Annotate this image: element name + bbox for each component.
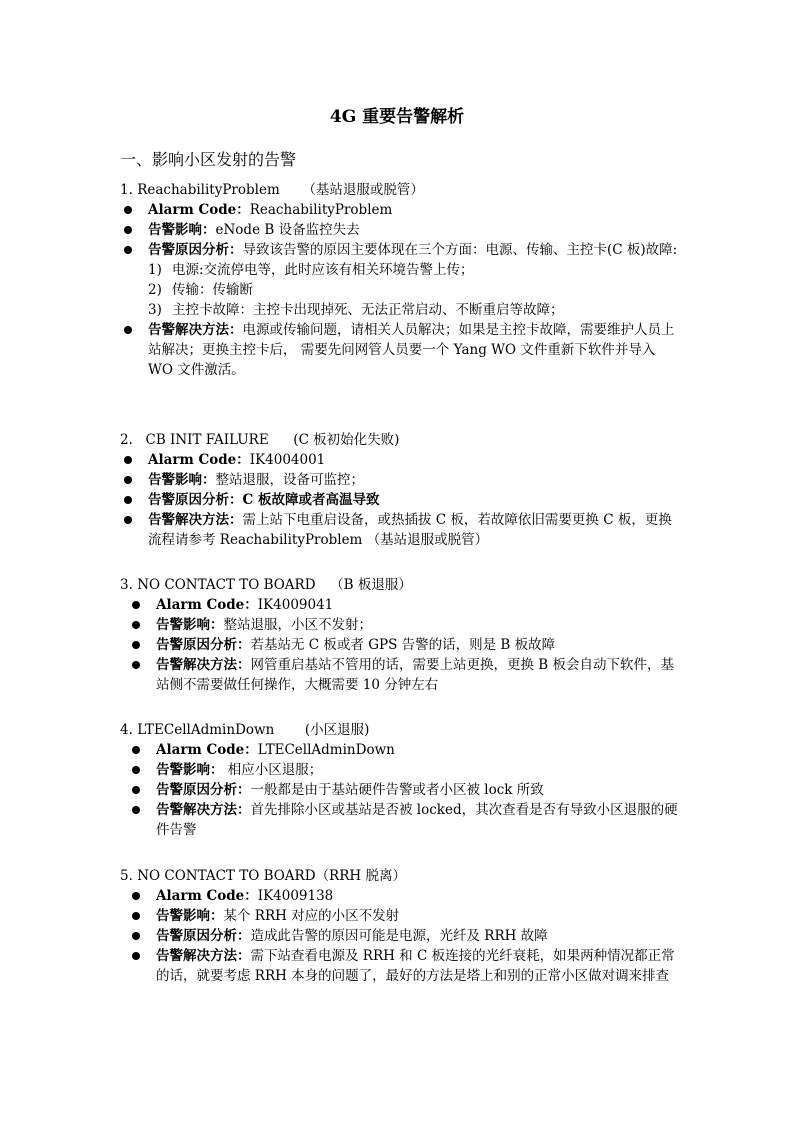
bullet-icon (132, 766, 140, 774)
bullet-icon (132, 892, 140, 900)
alarm-note: （基站退服或脱管） (302, 182, 424, 198)
item-text: 电源或传输问题，请相关人员解决；如果是主控卡故障，需要维护人员上站解决；更换主控卡后， 需要先问网管人员要一个 Yang WO 文件重新下软件并导入 WO 文件激活。 (148, 322, 675, 378)
alarm-note: (C 板初始化失败) (293, 432, 400, 448)
alarm-number: 3. (120, 577, 133, 593)
item-text: 首先排除小区或基站是否被 locked，其次查看是否有导致小区退服的硬件告警 (156, 802, 678, 838)
alarm-name: LTECellAdminDown (137, 722, 275, 738)
item-label: 告警影响： (156, 908, 224, 924)
alarm-name: ReachabilityProblem (137, 182, 280, 198)
alarm-section-1 (120, 180, 680, 380)
sub-item-number: 3) (148, 302, 162, 318)
item-label: 告警解决方法： (156, 948, 251, 964)
list-item (120, 615, 680, 635)
item-label: Alarm Code： (148, 452, 250, 468)
alarm-number: 2. (120, 432, 133, 448)
item-text: IK4004001 (249, 452, 326, 468)
item-label: Alarm Code： (156, 888, 258, 904)
bullet-icon (132, 746, 140, 754)
item-label: 告警影响： (156, 617, 224, 633)
item-text: LTECellAdminDown (257, 742, 395, 758)
bullet-icon (124, 246, 132, 254)
list-item (120, 886, 680, 906)
item-text: 整站退服，小区不发射； (223, 617, 372, 633)
bullet-icon (124, 226, 132, 234)
item-label: 告警解决方法： (148, 512, 243, 528)
sub-item-text: 传输：传输断 (172, 282, 253, 298)
sub-list-item (148, 260, 680, 280)
item-label: 告警解决方法： (148, 322, 243, 338)
item-label: 告警解决方法： (156, 657, 251, 673)
list-item (120, 926, 680, 946)
list-item (120, 635, 680, 655)
item-label: 告警影响： (148, 472, 216, 488)
alarm-number: 4. (120, 722, 133, 738)
list-item (120, 655, 680, 695)
alarm-section-3 (120, 575, 680, 695)
sub-item-number: 2) (148, 282, 162, 298)
list-item (120, 470, 680, 490)
item-label: 告警原因分析： (156, 928, 251, 944)
list-item (120, 240, 680, 260)
bullet-icon (124, 476, 132, 484)
alarm-section-title (120, 720, 680, 740)
item-text: IK4009041 (257, 597, 334, 613)
item-text: IK4009138 (257, 888, 334, 904)
item-label: 告警原因分析： (156, 637, 251, 653)
item-text: 需下站查看电源及 RRH 和 C 板连接的光纤衰耗，如果两种情况都正常的话，就要考虑 RRH 本身的问题了，最好的方法是塔上和别的正常小区做对调来排查 (156, 948, 675, 984)
alarm-name: CB INIT FAILURE (145, 432, 269, 448)
alarm-number: 5. (120, 868, 133, 884)
alarm-section-4 (120, 720, 680, 840)
alarm-section-title (120, 180, 680, 200)
bullet-icon (132, 932, 140, 940)
bullet-icon (124, 456, 132, 464)
alarm-section-5 (120, 866, 680, 986)
bullet-icon (124, 496, 132, 504)
item-text: 网管重启基站不管用的话，需要上站更换，更换 B 板会自动下软件，基站侧不需要做任何操作，大概需要 10 分钟左右 (156, 657, 675, 693)
alarm-note: (小区退服) (304, 722, 370, 738)
item-text: eNode B 设备监控失去 (215, 222, 360, 238)
alarm-note: （RRH 脱离） (315, 868, 406, 884)
item-text: C 板故障或者高温导致 (242, 492, 380, 508)
list-item (120, 740, 680, 760)
item-text: 相应小区退服； (223, 762, 323, 778)
alarm-note: （B 板退服） (330, 577, 412, 593)
list-item (120, 780, 680, 800)
list-item (120, 906, 680, 926)
sub-item-number: 1) (148, 262, 162, 278)
list-item (120, 490, 680, 510)
item-text: ReachabilityProblem (249, 202, 393, 218)
bullet-icon (132, 806, 140, 814)
list-item (120, 200, 680, 220)
bullet-icon (132, 912, 140, 920)
section-heading: 一、影响小区发射的告警 (120, 150, 297, 169)
list-item (120, 220, 680, 240)
bullet-icon (132, 641, 140, 649)
item-label: 告警原因分析： (148, 242, 243, 258)
list-item (120, 450, 680, 470)
item-text: 导致该告警的原因主要体现在三个方面：电源、传输、主控卡(C 板)故障: (242, 242, 678, 258)
list-item (120, 946, 680, 986)
bullet-icon (132, 601, 140, 609)
alarm-section-2 (120, 430, 680, 550)
alarm-section-title (120, 866, 680, 886)
item-label: 告警原因分析： (148, 492, 243, 508)
alarm-number: 1. (120, 182, 133, 198)
item-text: 造成此告警的原因可能是电源，光纤及 RRH 故障 (250, 928, 548, 944)
bullet-icon (132, 786, 140, 794)
list-item (120, 510, 680, 550)
item-label: Alarm Code： (156, 597, 258, 613)
item-text: 若基站无 C 板或者 GPS 告警的话，则是 B 板故障 (250, 637, 556, 653)
item-label: 告警影响： (156, 762, 224, 778)
item-text: 需上站下电重启设备，或热插拔 C 板，若故障依旧需要更换 C 板，更换流程请参考 ReachabilityProblem （基站退服或脱管） (148, 512, 672, 548)
bullet-icon (132, 661, 140, 669)
item-label: 告警原因分析： (156, 782, 251, 798)
sub-list-item (148, 300, 680, 320)
bullet-icon (124, 206, 132, 214)
item-label: Alarm Code： (156, 742, 258, 758)
bullet-icon (132, 621, 140, 629)
alarm-section-title (120, 430, 680, 450)
document-title: 4G 重要告警解析 (329, 107, 465, 127)
item-label: 告警解决方法： (156, 802, 251, 818)
item-text: 整站退服，设备可监控； (215, 472, 364, 488)
list-item (120, 320, 680, 380)
sub-list-item (148, 280, 680, 300)
list-item (120, 800, 680, 840)
sub-item-text: 电源:交流停电等，此时应该有相关环境告警上传； (172, 262, 474, 278)
item-text: 一般都是由于基站硬件告警或者小区被 lock 所致 (250, 782, 544, 798)
item-text: 某个 RRH 对应的小区不发射 (223, 908, 400, 924)
bullet-icon (124, 326, 132, 334)
list-item (120, 760, 680, 780)
alarm-name: NO CONTACT TO BOARD (137, 577, 316, 593)
sub-item-text: 主控卡故障：主控卡出现掉死、无法正常启动、不断重启等故障； (172, 302, 564, 318)
bullet-icon (132, 952, 140, 960)
alarm-section-title (120, 575, 680, 595)
bullet-icon (124, 516, 132, 524)
alarm-name: NO CONTACT TO BOARD (137, 868, 316, 884)
item-label: 告警影响： (148, 222, 216, 238)
list-item (120, 595, 680, 615)
item-label: Alarm Code： (148, 202, 250, 218)
